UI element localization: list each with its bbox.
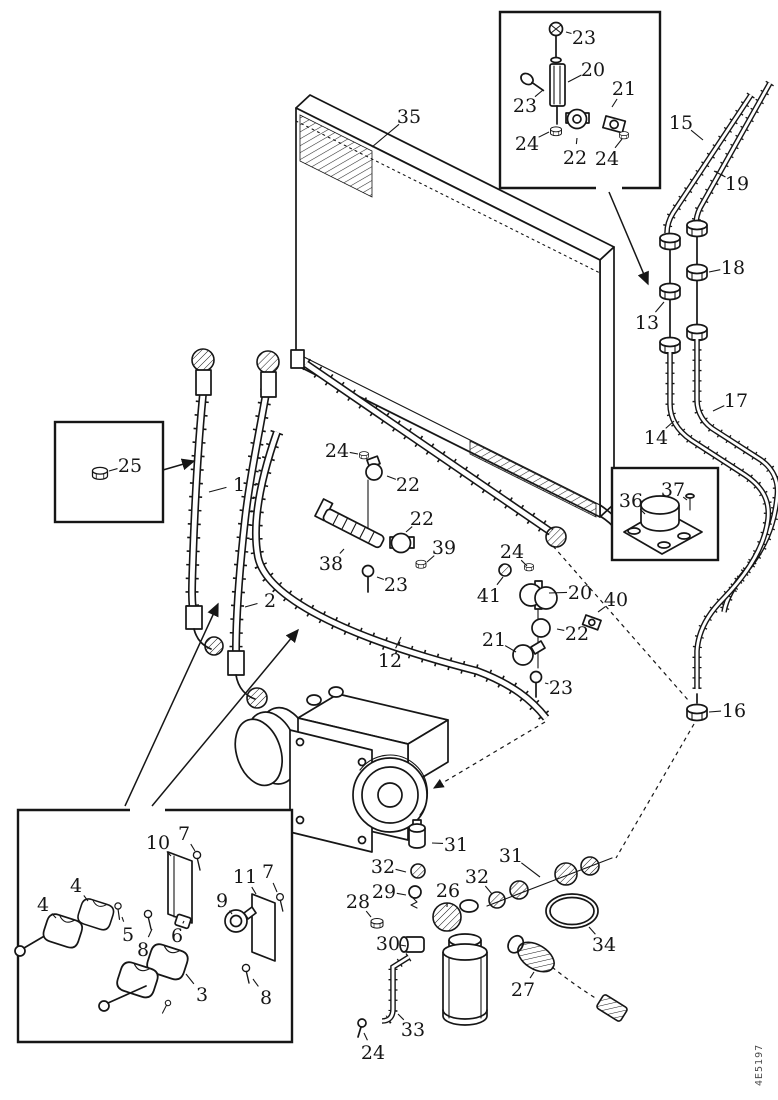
callout-leader <box>387 476 396 479</box>
nut-28 <box>371 919 383 929</box>
hose-ferrule <box>196 370 211 395</box>
drier-port <box>460 900 478 912</box>
callout-2: 2 <box>263 590 277 612</box>
drier-manifold-26 <box>433 903 461 931</box>
callout-22: 22 <box>395 474 421 496</box>
callout-27: 27 <box>510 979 536 1001</box>
callout-33: 33 <box>400 1019 426 1041</box>
fitting-32 <box>411 864 425 878</box>
callout-41: 41 <box>476 585 502 607</box>
callout-24: 24 <box>514 133 540 155</box>
callout-leader <box>545 683 548 684</box>
callout-leader <box>709 270 720 272</box>
clamp-20 <box>535 587 557 609</box>
nut-24 <box>620 132 629 139</box>
o-ring-34 <box>546 894 598 928</box>
callout-28: 28 <box>345 891 371 913</box>
callout-24: 24 <box>499 541 525 563</box>
detail-box-left <box>55 422 163 522</box>
hose-1 <box>186 349 223 655</box>
bolt-24 <box>358 1019 366 1027</box>
callout-leader <box>713 406 724 411</box>
bracket-plate-10 <box>168 852 192 923</box>
clamp-22 <box>392 534 411 553</box>
pointer-arrow <box>125 604 218 806</box>
callout-25: 25 <box>117 455 143 477</box>
callout-1: 1 <box>232 474 246 496</box>
pointer-arrow <box>163 461 194 470</box>
nut-25 <box>93 467 108 479</box>
nut-16 <box>687 705 707 721</box>
callout-9: 9 <box>215 890 229 912</box>
callout-23: 23 <box>571 27 597 49</box>
hose-fitting <box>546 527 566 547</box>
callout-15: 15 <box>668 112 694 134</box>
callout-leader <box>377 577 384 580</box>
compressor-port <box>307 695 321 705</box>
hose-elbow-fitting <box>192 349 214 371</box>
callout-26: 26 <box>435 880 461 902</box>
callout-30: 30 <box>375 933 401 955</box>
callout-24: 24 <box>360 1042 386 1064</box>
condenser-foot <box>291 350 304 368</box>
callout-22: 22 <box>562 147 588 169</box>
callout-31: 31 <box>443 834 469 856</box>
callout-5: 5 <box>121 924 135 946</box>
callout-35: 35 <box>396 106 422 128</box>
dashed-connector <box>616 724 694 858</box>
strap-bracket-38 <box>315 499 388 549</box>
callout-23: 23 <box>548 677 574 699</box>
callout-23: 23 <box>383 574 409 596</box>
callout-21: 21 <box>481 629 507 651</box>
figure-id-text: 4E5197 <box>754 1043 765 1086</box>
callout-8: 8 <box>259 987 273 1009</box>
callout-leader <box>350 452 358 454</box>
callout-leader <box>709 711 721 712</box>
callout-18: 18 <box>720 257 746 279</box>
callout-10: 10 <box>145 832 171 854</box>
callout-leader <box>557 629 564 630</box>
callout-leader <box>549 592 567 593</box>
callout-leader <box>209 487 226 492</box>
callout-8: 8 <box>136 939 150 961</box>
callout-38: 38 <box>318 553 344 575</box>
callout-39: 39 <box>431 537 457 559</box>
fitting <box>555 863 577 885</box>
callout-leader <box>655 302 664 312</box>
bolt-23-head <box>531 672 542 683</box>
tube-fitting-column-right <box>687 221 707 341</box>
nut-24 <box>551 127 562 136</box>
callout-21: 21 <box>611 78 637 100</box>
callout-19: 19 <box>724 173 750 195</box>
callout-22: 22 <box>564 623 590 645</box>
callout-13: 13 <box>634 312 660 334</box>
callout-31: 31 <box>498 845 524 867</box>
clamp-22 <box>532 619 550 637</box>
callout-23: 23 <box>512 95 538 117</box>
callout-7: 7 <box>177 823 191 845</box>
hose-end-fitting <box>247 688 267 708</box>
bracket-plate-11 <box>252 894 275 961</box>
callout-32: 32 <box>464 866 490 888</box>
drier-body <box>443 952 487 1025</box>
hose-end-fitting <box>205 637 223 655</box>
callout-4: 4 <box>36 894 50 916</box>
hose-ferrule <box>261 372 276 397</box>
callout-24: 24 <box>324 440 350 462</box>
pointer-arrow <box>434 722 545 788</box>
callout-7: 7 <box>261 861 275 883</box>
hose-elbow-fitting <box>257 351 279 373</box>
fitting-30 <box>400 937 424 952</box>
bolt-23-head <box>363 566 374 577</box>
callout-32: 32 <box>370 856 396 878</box>
receiver-drier <box>433 900 487 1025</box>
callout-12: 12 <box>377 650 403 672</box>
compressor-port <box>329 687 343 697</box>
nut-24 <box>360 452 369 459</box>
fitting-32 <box>489 892 505 908</box>
fitting <box>581 857 599 875</box>
callout-34: 34 <box>591 934 617 956</box>
clamp-22 <box>366 464 382 480</box>
callout-3: 3 <box>195 984 209 1006</box>
callout-16: 16 <box>721 700 747 722</box>
callout-24: 24 <box>594 148 620 170</box>
tube-19 <box>696 83 770 225</box>
callout-37: 37 <box>660 479 686 501</box>
switch-connector <box>596 994 628 1022</box>
callout-leader <box>397 893 406 895</box>
valve-core-29 <box>409 886 421 898</box>
screw-37 <box>686 494 694 498</box>
hose-ferrule <box>186 606 202 629</box>
link-bracket-20 <box>550 64 565 106</box>
callout-leader <box>521 863 540 877</box>
callout-leader <box>396 869 406 872</box>
callout-6: 6 <box>170 925 184 947</box>
hose-ferrule <box>228 651 244 675</box>
nut-13 <box>660 284 680 300</box>
callout-29: 29 <box>371 881 397 903</box>
callout-leader <box>497 577 503 585</box>
nut-18 <box>687 265 707 281</box>
bolt-41 <box>499 564 511 576</box>
nut-39 <box>416 560 426 568</box>
callout-22: 22 <box>409 508 435 530</box>
callout-4: 4 <box>69 875 83 897</box>
callout-36: 36 <box>618 490 644 512</box>
tube-fitting-column-left <box>660 234 680 354</box>
callout-leader <box>364 1033 367 1040</box>
callout-11: 11 <box>232 866 258 888</box>
fitting-31 <box>510 881 528 899</box>
callout-leader <box>576 138 577 144</box>
callout-17: 17 <box>723 390 749 412</box>
callout-leader <box>530 972 534 978</box>
callout-14: 14 <box>643 427 669 449</box>
callout-20: 20 <box>567 582 593 604</box>
callout-leader <box>245 604 257 607</box>
callout-40: 40 <box>603 589 629 611</box>
callout-20: 20 <box>580 59 606 81</box>
clamp-21 <box>513 645 533 665</box>
